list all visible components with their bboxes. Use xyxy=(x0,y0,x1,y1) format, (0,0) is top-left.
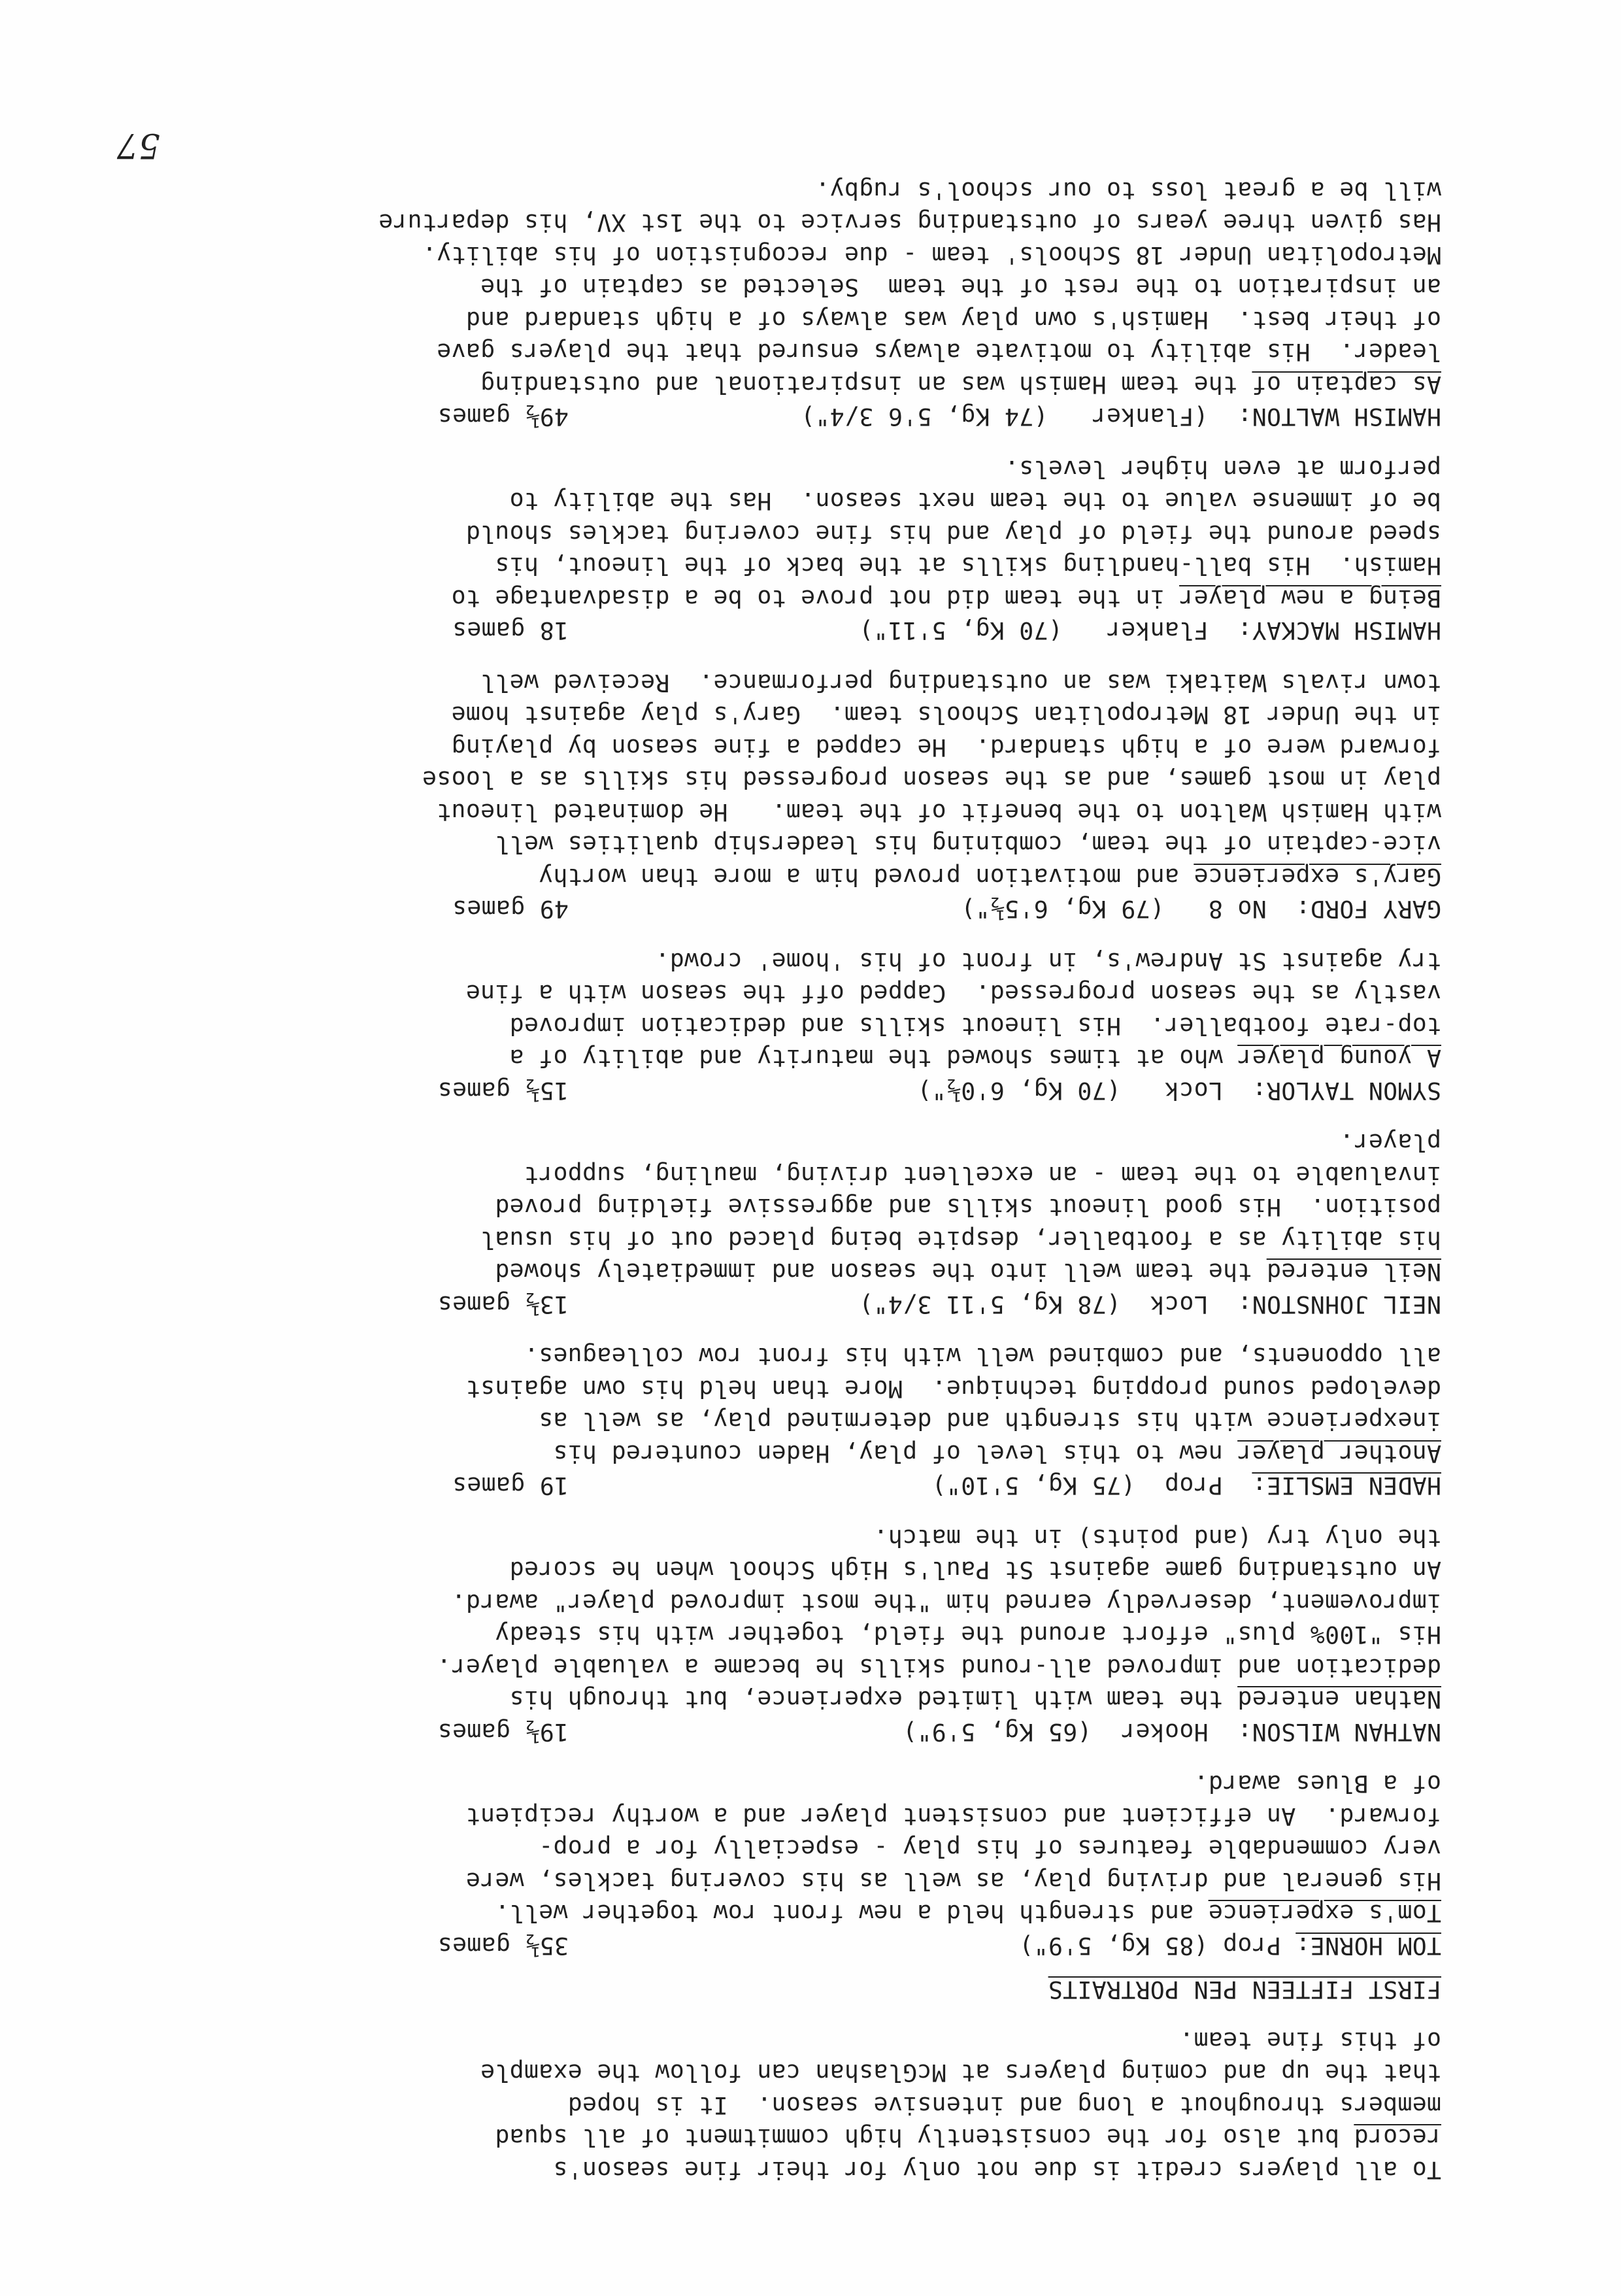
text-line: As captain of the team Hamish was an inspirational and outstanding xyxy=(480,371,1441,399)
text-line: invaluable to the team - an excellent driving, mauling, support xyxy=(524,1161,1441,1189)
text-line: His "100% plus" effort around the field, together with his steady xyxy=(495,1621,1441,1649)
text-line: of their best. Hamish's own play was always of a high standard and xyxy=(465,306,1441,334)
player-portrait xyxy=(147,1768,1441,1962)
player-position: (Flanker (74 Kg, 5'6 3/4") xyxy=(800,403,1238,431)
text-line: Tom's experience and strength held a new front row together well. xyxy=(495,1899,1441,1928)
player-position: Flanker (70 Kg, 5'11") xyxy=(858,616,1238,645)
player-name: GARY FORD: xyxy=(1295,895,1441,924)
player-header xyxy=(147,893,1441,926)
text-line: Neil entered the team well into the season and immediately showed xyxy=(495,1258,1441,1287)
player-portrait xyxy=(147,175,1441,433)
text-line: all opponents, and combined well with his front row colleagues. xyxy=(524,1342,1441,1371)
text-line: To all players credit is due not only for their fine season's xyxy=(553,2156,1441,2184)
text-line: inexperience with his strength and determined play, as well as xyxy=(538,1407,1441,1436)
player-portrait xyxy=(147,1522,1441,1749)
text-line: the only try (and points) in the match. xyxy=(873,1524,1441,1552)
text-line: Has given three years of outstanding service to the 1st XV, his departure xyxy=(378,209,1441,237)
text-line: vastly as the season progressed. Capped off the season with a fine xyxy=(465,979,1441,1008)
player-header xyxy=(147,615,1441,647)
player-games: 19½ games xyxy=(437,1718,569,1746)
player-portrait xyxy=(147,945,1441,1107)
player-header xyxy=(147,1470,1441,1502)
text-line: Being a new player in the team did not prove to be a disadvantage to xyxy=(451,584,1441,613)
text-line: of this fine team. xyxy=(1179,2027,1441,2055)
player-header xyxy=(147,1075,1441,1107)
text-line: speed around the field of play and his fine covering tackles should xyxy=(465,520,1441,548)
text-line: improvement, deservedly earned him "the most improved player" award. xyxy=(451,1589,1441,1617)
text-line: developed sound propping technique. More than held his own against xyxy=(465,1375,1441,1403)
text-line: an inspiration to the rest of the team Selected as captain of the xyxy=(480,273,1441,302)
player-position: No 8 (79 Kg, 6'5½") xyxy=(960,895,1296,924)
player-name: HAMISH MACKAY: xyxy=(1237,616,1441,645)
player-portrait xyxy=(147,1126,1441,1321)
player-name: HADEN EMSLIE: xyxy=(1252,1472,1441,1500)
player-games: 19 games xyxy=(452,1472,569,1500)
player-position: Hooker (65 Kg, 5'9") xyxy=(902,1718,1238,1746)
text-line: A young player who at times showed the maturity and ability of a xyxy=(509,1044,1441,1073)
text-line: will be a great loss to our school's rugby. xyxy=(815,177,1441,205)
text-line: leader. His ability to motivate always ensured that the players gave xyxy=(437,338,1441,367)
intro-paragraph xyxy=(147,2025,1441,2187)
text-line: vice-captain of the team, combining his leadership qualities well xyxy=(495,830,1441,859)
player-games: 15½ games xyxy=(437,1077,569,1105)
player-header xyxy=(147,1930,1441,1963)
text-line: Metropolitan Under 18 Schools' team - due recognistion of his ability. xyxy=(422,241,1441,269)
text-line: play in most games, and as the season progressed his skills as a loose xyxy=(422,766,1441,794)
text-line: forward were of a high standard. He capped a fine season by playing xyxy=(451,734,1441,762)
player-name: SYMON TAYLOR: xyxy=(1252,1077,1441,1105)
text-line: Hamish. His ball-handling skills at the back of the lineout, his xyxy=(495,552,1441,581)
player-name: NEIL JOHNSTON: xyxy=(1237,1291,1441,1319)
player-games: 18 games xyxy=(452,616,569,645)
player-header xyxy=(147,1716,1441,1749)
player-name: TOM HORNE: xyxy=(1295,1932,1441,1960)
player-games: 13½ games xyxy=(437,1291,569,1319)
player-header xyxy=(147,401,1441,433)
text-line: top-rate footballer. His lineout skills and dedication improved xyxy=(509,1012,1441,1040)
text-line: position. His good lineout skills and aggressive fielding proved xyxy=(495,1193,1441,1222)
player-games: 49½ games xyxy=(437,403,569,431)
player-position: Lock (70 Kg, 6'0½") xyxy=(917,1077,1252,1105)
text-line: town rivals Waitaki was an outstanding performance. Received well xyxy=(480,669,1441,697)
text-line: very commendable features of his play - especially for a prop- xyxy=(538,1834,1441,1863)
underlined-text: record xyxy=(1354,2123,1441,2152)
text-line: with Hamish Walton to the benefit of the team. He dominated lineout xyxy=(437,798,1441,826)
player-portrait xyxy=(147,1340,1441,1502)
text-line: Nathan entered the team with limited experience, but through his xyxy=(509,1685,1441,1714)
text-line: dedication and improved all-round skills he became a valuable player. xyxy=(437,1653,1441,1681)
text-line: player. xyxy=(1339,1128,1441,1157)
text-line: try against St Andrew's, in front of his 'home' crowd. xyxy=(655,947,1441,975)
page-number: 57 xyxy=(116,126,160,165)
text-line: his ability as a footballer, despite being placed out of his usual xyxy=(480,1226,1441,1254)
player-portrait xyxy=(147,453,1441,647)
text-line: of a Blues award. xyxy=(1194,1770,1441,1798)
text-line: in the Under 18 Metropolitan Schools team. Gary's play against home xyxy=(451,701,1441,730)
section-title: FIRST FIFTEEN PEN PORTRAITS xyxy=(1048,1976,1441,2004)
text-line: Gary's experience and motivation proved him a more than worthy xyxy=(538,863,1441,891)
player-position: Lock (78 Kg, 5'11 3/4") xyxy=(858,1291,1238,1319)
player-games: 35½ games xyxy=(437,1932,569,1960)
text-line: Another player new to this level of play, Haden countered his xyxy=(553,1440,1441,1468)
page-body xyxy=(147,175,1441,2187)
player-header xyxy=(147,1289,1441,1321)
player-position: Prop (75 Kg, 5'10") xyxy=(931,1472,1252,1500)
text-line: that the up and coming players at McGlashan can follow the example xyxy=(480,2059,1441,2087)
player-position: Prop (85 Kg, 5'9") xyxy=(1019,1932,1296,1960)
player-name: HAMISH WALTON: xyxy=(1237,403,1441,431)
text-line: forward. An efficient and consistent player and a worthy recipient xyxy=(465,1802,1441,1831)
text-line: members throughout a long and intensive season. It is hoped xyxy=(567,2091,1441,2119)
text-line: perform at even higher levels. xyxy=(1004,455,1441,483)
text-line: be of immense value to the team next season. Has the ability to xyxy=(509,487,1441,516)
player-games: 49 games xyxy=(452,895,569,924)
text-line: His general and driving play, as well as his covering tackles, were xyxy=(465,1867,1441,1895)
player-portrait xyxy=(147,667,1441,926)
player-name: NATHAN WILSON: xyxy=(1237,1718,1441,1746)
text-line: record but also for the consistently high commitment of all squad xyxy=(495,2123,1441,2152)
text-line: An outstanding game against St Paul's High School when he scored xyxy=(509,1556,1441,1585)
